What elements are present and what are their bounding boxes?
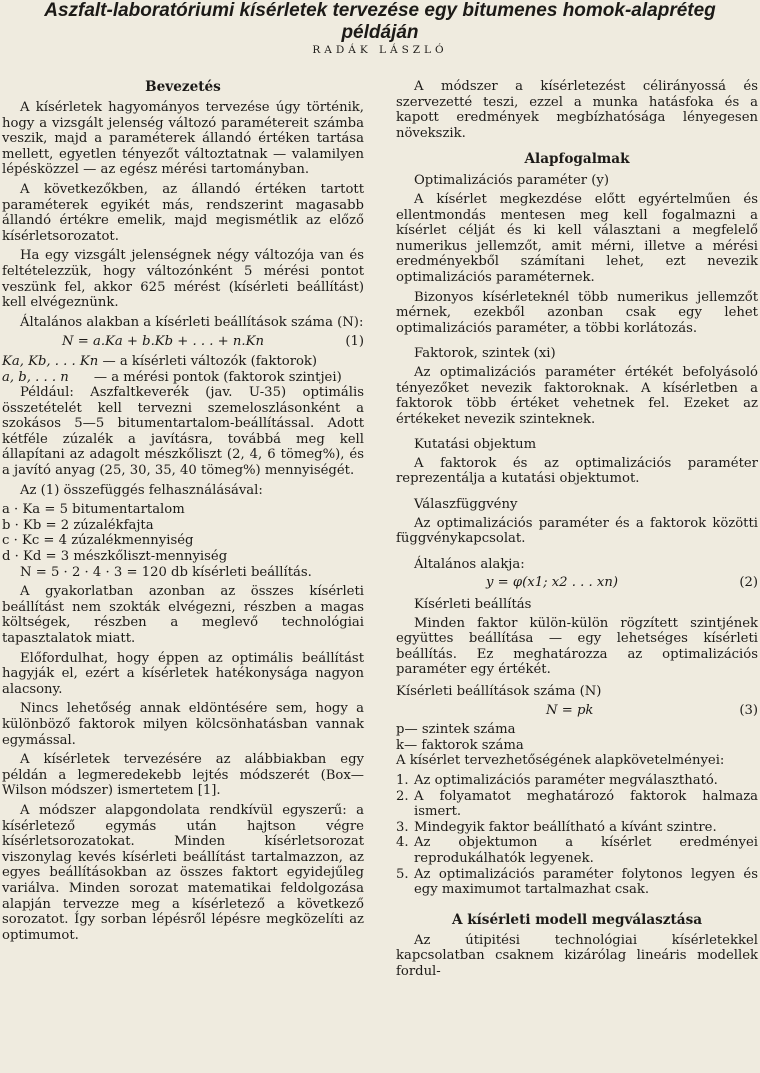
subheading-research-object: Kutatási objektum (414, 437, 537, 453)
paragraph: A gyakorlatban azonban az összes kísérleti beállítást nem szokták elvégezni, részben a magas költségek, részben a meglevő technológiai tapasztalatok miatt. (2, 584, 364, 646)
equation-total: N = 5 · 2 · 4 · 3 = 120 db kísérleti beállítás. (20, 564, 312, 580)
list-text: Az optimalizációs paraméter folytonos legyen és egy maximumot tartalmazhat csak. (414, 866, 758, 898)
definition-symbol: Ka, Kb, . . . Kn (2, 353, 99, 369)
requirements-list (396, 773, 758, 898)
definition-symbol: a, b, . . . n (2, 369, 69, 385)
list-text: Az optimalizációs paraméter megválasztható. (414, 772, 718, 788)
paragraph: Bizonyos kísérleteknél több numerikus jellemzőt mérnek, ezekből azonban csak egy lehet optimalizációs paraméter, a többi korlátozás. (396, 289, 758, 336)
paragraph: A kísérletek hagyományos tervezése úgy történik, hogy a vizsgált jelenség változó paramétereit számba veszik, majd a paraméterek állandó értéken tartása mellett, egyetlen tényezőt változtatnak — valamilyen lépésközzel — az egész mérési tartományban. (2, 100, 364, 178)
paragraph: A kísérlet tervezhetőségének alapkövetelményei: (396, 753, 725, 769)
definition-list (396, 722, 758, 753)
equation-1-number: (1) (345, 334, 364, 350)
definition-item: k— faktorok száma (396, 737, 524, 753)
right-column (396, 79, 758, 984)
article-title (0, 0, 760, 44)
paragraph: Ha egy vizsgált jelenségnek négy változója van és feltételezzük, hogy változónként 5 mérési pontot veszünk fel, akkor 625 mérést (kísérleti beállítást) kell elvégeznünk. (2, 248, 364, 311)
title-line-1: Aszfalt-laboratóriumi kísérletek tervezése egy bitumenes homok-alapréteg (44, 0, 716, 21)
definition-item (2, 354, 364, 370)
list-text: A folyamatot meghatározó faktorok halmaza ismert. (414, 788, 758, 820)
definition-item: p— szintek száma (396, 722, 516, 738)
factor-lines (2, 502, 364, 564)
paragraph: A kísérletek tervezésére az alábbiakban egy példán a legmeredekebb lejtés módszerét (Box—Wilson módszer) ismertetem [1]. (2, 752, 364, 799)
list-item (396, 789, 758, 820)
subheading-factors: Faktorok, szintek (xi) (414, 346, 556, 362)
equation-3-number: (3) (739, 702, 758, 718)
paragraph: Általános alakban a kísérleti beállítások száma (N): (20, 314, 364, 330)
paragraph: A módszer alapgondolata rendkívül egyszerű: a kísérletező egymás után hajtson végre kísérletsorozatokat. Minden kísérletsorozat viszonylag kevés kísérleti beállítást tartalmazzon, az egyes beállításokban az összes faktort egyidejűleg variálva. Minden sorozat matematikai feldolgozása alapján tervezze meg a kísérletező a következő sorozatot. Így sorban lépésről lépésre megközelíti az optimumot. (2, 802, 364, 943)
list-number: 4. (396, 835, 409, 851)
list-item (396, 820, 758, 836)
list-number: 1. (396, 772, 409, 788)
list-item (396, 835, 758, 866)
list-item (396, 773, 758, 789)
list-number: 3. (396, 819, 409, 835)
definition-item (2, 370, 364, 386)
heading-basic-concepts: Alapfogalmak (524, 151, 630, 168)
heading-model-selection: A kísérleti modell megválasztása (451, 911, 703, 928)
paragraph: A faktorok és az optimalizációs paraméter reprezentálja a kutatási objektumot. (396, 455, 758, 487)
equation-1 (2, 334, 364, 350)
equation-2-expr: y = φ(x1; x2 . . . xn) (486, 575, 618, 591)
subheading-general-form: Általános alakja: (414, 556, 525, 572)
paragraph: A kísérlet megkezdése előtt egyértelműen és ellentmondás mentesen meg kell fogalmazni a kísérlet célját és ki kell választani a megfelelő numerikus jellemzőt, amit mérni, illetve a mérési eredményekből számítani lehet, ezt nevezik optimalizációs paraméternek. (396, 191, 758, 285)
definition-text: — a mérési pontok (faktorok szintjei) (93, 369, 342, 385)
equation-3-expr: N = pk (546, 702, 594, 718)
factor-line: a · Ka = 5 bitumentartalom (2, 502, 185, 518)
paragraph: A módszer a kísérletezést célirányossá és szervezetté teszi, ezzel a munka hatásfoka és a kapott eredmények megbízhatósága lényegesen növekszik. (396, 79, 758, 141)
paragraph: A következőkben, az állandó értéken tartott paraméterek egyikét más, rendszerint magasabb állandó értékre emelik, majd megismétlik az előző kísérletsorozatot. (2, 181, 364, 244)
paragraph: Az optimalizációs paraméter értékét befolyásoló tényezőket nevezik faktoroknak. A kísérletben a faktorok több értéket vehetnek fel. Ezeket az értékeket nevezik szinteknek. (396, 364, 758, 427)
author-name: RADÁK LÁSZLÓ (312, 44, 448, 56)
equation-2 (396, 575, 758, 591)
equation-3 (396, 703, 758, 719)
list-text: Mindegyik faktor beállítható a kívánt szintre. (414, 819, 717, 835)
subheading-optimization-parameter: Optimalizációs paraméter (y) (414, 173, 610, 189)
list-text: Az objektumon a kísérlet eredményei reprodukálhatók legyenek. (414, 835, 758, 866)
paragraph: Például: Aszfaltkeverék (jav. U-35) optimális összetételét kell tervezni szemeloszlásonként a szokásos 5—5 bitumentartalom-beállítással. Adott kétféle zúzalék a javításra, továbbá meg kell állapítani az adagolt mészkőliszt (2, 4, 6 tömeg%), és a javító anyag (25, 30, 35, 40 tömeg%) mennyiségét. (2, 385, 364, 479)
paragraph: Az útipitési technológiai kísérletekkel kapcsolatban csaknem kizárólag lineáris modellek fordul- (396, 932, 758, 979)
factor-line: c · Kc = 4 zúzalékmennyiség (2, 533, 194, 549)
factor-line: b · Kb = 2 zúzalékfajta (2, 517, 154, 533)
paragraph: Az optimalizációs paraméter és a faktorok közötti függvénykapcsolat. (396, 515, 758, 547)
list-number: 5. (396, 866, 409, 882)
definition-list (2, 354, 364, 385)
paragraph: Minden faktor külön-külön rögzített szintjének együttes beállítása — egy lehetséges kísérleti beállítás. Ez meghatározza az optimalizációs paraméter egy értékét. (396, 615, 758, 678)
heading-introduction: Bevezetés (145, 79, 221, 95)
factor-line: d · Kd = 3 mészkőliszt-mennyiség (2, 549, 228, 565)
paragraph: Az (1) összefüggés felhasználásával: (20, 482, 263, 498)
subheading-setting-count: Kísérleti beállítások száma (N) (396, 684, 602, 699)
equation-2-number: (2) (739, 575, 758, 591)
paragraph: Nincs lehetőség annak eldöntésére sem, hogy a különböző faktorok milyen kölcsönhatásban vannak egymással. (2, 701, 364, 748)
title-line-2: példáján (341, 22, 419, 43)
equation-1-expr: N = a.Ka + b.Kb + . . . + n.Kn (62, 334, 264, 350)
subheading-response-function: Válaszfüggvény (414, 497, 518, 513)
paragraph: Előfordulhat, hogy éppen az optimális beállítást hagyják el, ezért a kísérletek hatékonysága nagyon alacsony. (2, 650, 364, 697)
list-number: 2. (396, 788, 409, 804)
subheading-experimental-setting: Kísérleti beállítás (414, 597, 532, 613)
definition-text: — a kísérleti változók (faktorok) (102, 353, 318, 369)
list-item (396, 867, 758, 898)
left-column (2, 79, 364, 947)
